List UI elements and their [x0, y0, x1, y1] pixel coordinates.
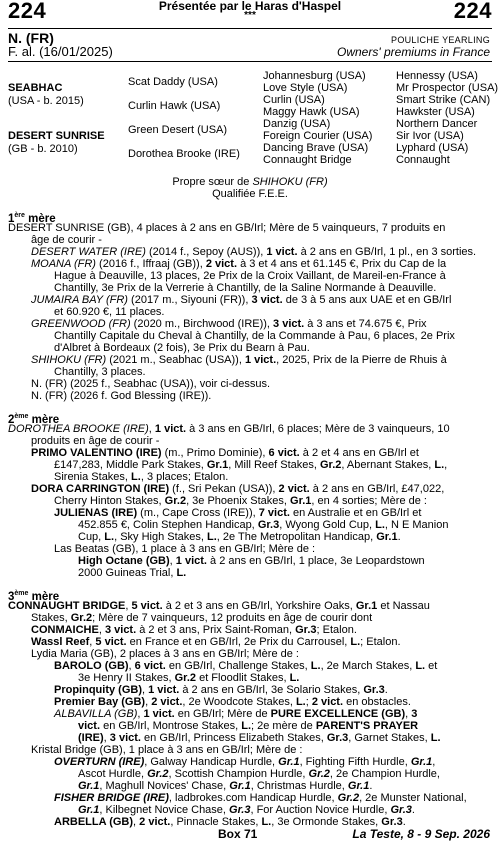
text-line: N. (FR) (2025 f., Seabhac (USA)), voir ci-dessus. [31, 378, 271, 390]
pedigree-g3: Curlin (USA) [263, 94, 325, 106]
text-line: DOROTHEA BROOKE (IRE), 1 vict. à 3 ans en GB/Irl, 6 places; Mère de 3 vainqueurs, 10 [8, 423, 450, 435]
text-line: Las Beatas (GB), 1 place à 3 ans en GB/Irl; Mère de : [54, 543, 316, 555]
text-line: JUMAIRA BAY (FR) (2017 m., Siyouni (FR)), 3 vict. de 3 à 5 ans aux UAE et en GB/Irl [31, 294, 452, 306]
text-line: Cup, L., Sky High Stakes, L., 2e The Metropolitan Handicap, Gr.1. [78, 531, 401, 543]
sibling-note: Propre sœur de SHIHOKU (FR) [172, 176, 328, 188]
section-third-dam: 3ème mère [8, 590, 60, 603]
pedigree-g2: Green Desert (USA) [128, 124, 228, 136]
pedigree-g2: Curlin Hawk (USA) [128, 100, 221, 112]
pedigree-g2: Dorothea Brooke (IRE) [128, 148, 240, 160]
text-line: produits en âge de courir - [31, 435, 160, 447]
lot-number-left: 224 [8, 0, 47, 23]
text-line: CONNAUGHT BRIDGE, 5 vict. à 2 et 3 ans en GB/Irl, Yorkshire Oaks, Gr.1 et Nassau [8, 600, 430, 612]
text-line: (IRE), 3 vict. en GB/Irl, Princess Elizabeth Stakes, Gr.3, Garnet Stakes, L. [78, 732, 441, 744]
pedigree-g4: Connaught [396, 154, 450, 166]
pedigree-g3: Maggy Hawk (USA) [263, 106, 360, 118]
text-line: Lydia Maria (GB), 2 places à 3 ans en GB/Irl; Mère de : [31, 648, 299, 660]
pedigree-g4: Smart Strike (CAN) [396, 94, 491, 106]
lot-number-right: 224 [453, 0, 492, 23]
text-line: OVERTURN (IRE), Galway Handicap Hurdle, Gr.1, Fighting Fifth Hurdle, Gr.1, [54, 756, 436, 768]
qualification: Qualifiée F.E.E. [212, 188, 288, 200]
text-line: BAROLO (GB), 6 vict. en GB/Irl, Challenge Stakes, L., 2e March Stakes, L. et [54, 660, 438, 672]
foaling-date: F. al. (16/01/2025) [8, 44, 113, 59]
text-line: JULIENAS (IRE) (m., Cape Cross (IRE)), 7 vict. en Australie et en GB/Irl et [54, 507, 422, 519]
pedigree-g3: Dancing Brave (USA) [263, 142, 369, 154]
consignor-title: Présentée par le Haras d'Haspel [158, 0, 342, 13]
text-line: Gr.1, Maghull Novices' Chase, Gr.1, Christmas Hurdle, Gr.1. [78, 780, 373, 792]
consignor-stars: *** [244, 10, 256, 21]
text-line: N. (FR) (2026 f. God Blessing (IRE)). [31, 390, 212, 402]
text-line: d'Albret à Bordeaux (2 fois), 3e Prix du Bearn à Pau. [54, 342, 310, 354]
pedigree-g4: Sir Ivor (USA) [396, 130, 464, 142]
text-line: 3e Henry II Stakes, Gr.2 et Floodlit Stakes, L. [78, 672, 300, 684]
text-line: 452.855 €, Colin Stephen Handicap, Gr.3, Wyong Gold Cup, L., N E Manion [78, 519, 449, 531]
text-line: et 60.920 €, 11 places. [54, 306, 165, 318]
pedigree-g4: Lyphard (USA) [396, 142, 469, 154]
text-line: Sirenia Stakes, L., 3 places; Etalon. [54, 471, 229, 483]
text-line: Gr.1, Kilbegnet Novice Chase, Gr.3, For Auction Novice Hurdle, Gr.3. [78, 804, 415, 816]
text-line: £147,283, Middle Park Stakes, Gr.1, Mill Reef Stakes, Gr.2, Abernant Stakes, L., [54, 459, 448, 471]
pedigree-top-divider [8, 61, 492, 62]
pedigree-g3: Love Style (USA) [263, 82, 348, 94]
sex-category: POULICHE YEARLING [391, 35, 490, 45]
text-line: âge de courir - [31, 234, 102, 246]
text-line: CONMAICHE, 3 vict. à 2 et 3 ans, Prix Saint-Roman, Gr.3; Etalon. [31, 624, 357, 636]
pedigree-g4: Hawkster (USA) [396, 106, 475, 118]
text-line: vict. en GB/Irl, Montrose Stakes, L.; 2e mère de PARENT'S PRAYER [78, 720, 419, 732]
text-line: High Octane (GB), 1 vict. à 2 ans en GB/Irl, 1 place, 3e Leopardstown [78, 555, 425, 567]
text-line: Ascot Hurdle, Gr.2, Scottish Champion Hurdle, Gr.2, 2e Champion Hurdle, [78, 768, 440, 780]
text-line: DESERT SUNRISE (GB), 4 places à 2 ans en GB/Irl; Mère de 5 vainqueurs, 7 produits en [8, 222, 446, 234]
pedigree-g4: Mr Prospector (USA) [396, 82, 499, 94]
text-line: Hague à Deauville, 13 places, 2e Prix de la Croix Vaillant, de Mareil-en-France à [54, 270, 446, 282]
owners-premiums: Owners' premiums in France [337, 45, 490, 59]
sire-info: (USA - b. 2015) [8, 95, 84, 107]
text-line: Premier Bay (GB), 2 vict., 2e Woodcote Stakes, L.; 2 vict. en obstacles. [54, 696, 411, 708]
pedigree-g3: Connaught Bridge [263, 154, 352, 166]
pedigree-g3: Foreign Courier (USA) [263, 130, 373, 142]
text-line: ARBELLA (GB), 2 vict., Pinnacle Stakes, L., 3e Ormonde Stakes, Gr.3. [54, 816, 406, 828]
text-line: Wassl Reef, 5 vict. en France et en GB/Irl, 2e Prix du Carrousel, L.; Etalon. [31, 636, 401, 648]
pedigree-g4: Northern Dancer [396, 118, 478, 130]
box-number: Box 71 [218, 827, 258, 841]
pedigree-g2: Scat Daddy (USA) [128, 76, 218, 88]
section-second-dam: 2ème mère [8, 413, 60, 426]
dam-name: DESERT SUNRISE [8, 130, 105, 142]
text-line: SHIHOKU (FR) (2021 m., Seabhac (USA)), 1 vict., 2025, Prix de la Pierre de Rhuis à [31, 354, 447, 366]
sale-info: La Teste, 8 - 9 Sep. 2026 [352, 827, 490, 841]
text-line: DORA CARRINGTON (IRE) (f., Sri Pekan (USA)), 2 vict. à 2 ans en GB/Irl, £47,022, [31, 483, 445, 495]
text-line: PRIMO VALENTINO (IRE) (m., Primo Dominie), 6 vict. à 2 et 4 ans en GB/Irl et [31, 447, 419, 459]
text-line: Chantilly, 3 places. [54, 366, 146, 378]
sire-name: SEABHAC [8, 82, 63, 94]
pedigree-g3: Danzig (USA) [263, 118, 331, 130]
text-line: Stakes, Gr.2; Mère de 7 vainqueurs, 12 produits en âge de courir dont [31, 612, 373, 624]
text-line: Propinquity (GB), 1 vict. à 2 ans en GB/Irl, 3e Solario Stakes, Gr.3. [54, 684, 388, 696]
text-line: GREENWOOD (FR) (2020 m., Birchwood (IRE)), 3 vict. à 3 ans et 74.675 €, Prix [31, 318, 427, 330]
text-line: MOANA (FR) (2016 f., Iffraaj (GB)), 2 vict. à 3 et 4 ans et 61.145 €, Prix du Cap de la [31, 258, 447, 270]
text-line: Kristal Bridge (GB), 1 place à 3 ans en GB/Irl; Mère de : [31, 744, 303, 756]
text-line: Chantilly Capitale du Cheval à Chantilly, de la Commande à Pau, 6 places, 2e Prix [54, 330, 455, 342]
text-line: ALBAVILLA (GB), 1 vict. en GB/Irl; Mère de PURE EXCELLENCE (GB), 3 [54, 708, 418, 720]
section-first-dam: 1ère mère [8, 212, 56, 225]
text-line: 2000 Guineas Trial, L. [78, 567, 187, 579]
dam-info: (GB - b. 2010) [8, 143, 78, 155]
text-line: FISHER BRIDGE (IRE), ladbrokes.com Handicap Hurdle, Gr.2, 2e Munster National, [54, 792, 467, 804]
header-divider [8, 28, 492, 29]
text-line: Cherry Hinton Stakes, Gr.2, 3e Phoenix Stakes, Gr.1, en 4 sorties; Mère de : [54, 495, 427, 507]
pedigree-g4: Hennessy (USA) [396, 70, 478, 82]
text-line: DESERT WATER (IRE) (2014 f., Sepoy (AUS)), 1 vict. à 2 ans en GB/Irl, 1 pl., en 3 sorties. [31, 246, 477, 258]
pedigree-g3: Johannesburg (USA) [263, 70, 366, 82]
text-line: Chantilly, 3e Prix de la Verrerie à Chantilly, de la Saline Normande à Deauville. [54, 282, 437, 294]
horse-name: N. (FR) [8, 30, 54, 46]
